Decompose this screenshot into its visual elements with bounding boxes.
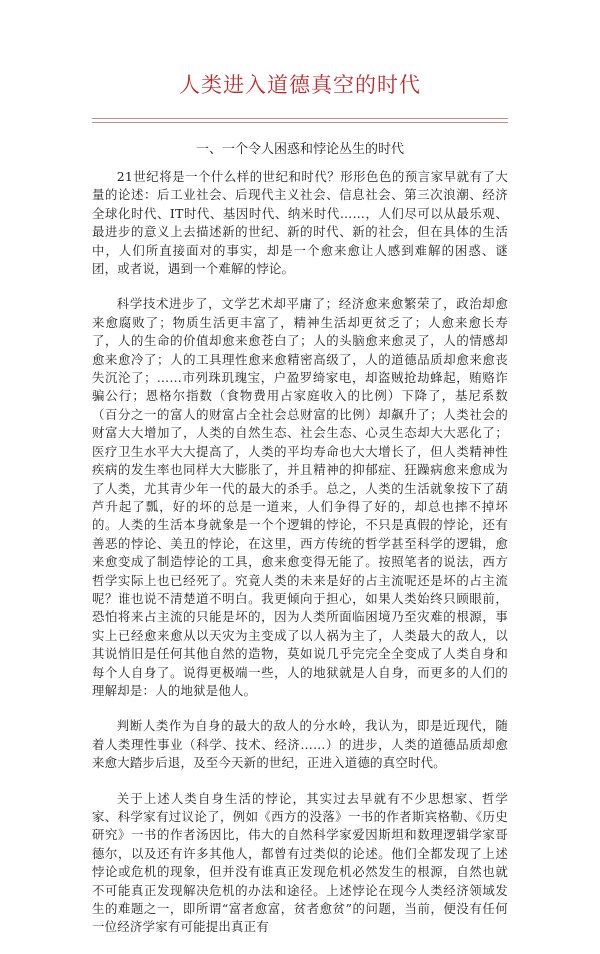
paragraph: 判断人类作为自身的最大的敌人的分水岭，我认为，即是近现代，随着人类理性事业（科学、技术、经济……）的进步，人类的道德品质却愈来愈大踏步后退，及至今天新的世纪，正进入道德的真空时代。 (92, 718, 508, 771)
body-text (92, 168, 508, 954)
section-heading: 一、一个令人困惑和悖论丛生的时代 (195, 142, 404, 157)
document-title: 人类进入道德真空的时代 (179, 73, 421, 97)
paragraph: 科学技术进步了，文学艺术却平庸了；经济愈来愈繁荣了，政治却愈来愈腐败了；物质生活更丰富了，精神生活却更贫乏了；人愈来愈长寿了，人的生命的价值却愈来愈苍白了；人的头脑愈来愈灵了，人的情感却愈来愈冷了；人的工具理性愈来愈精密高级了，人的道德品质却愈来愈丧失沉沦了；……市列珠玑瑰宝，户盈罗绮家电，却盗贼抢劫蜂起，贿赂诈骗公行；恩格尔指数（食物费用占家庭收入的比例）下降了，基尼系数（百分之一的富人的财富占全社会总财富的比例）却飙升了；人类社会的财富大大增加了，人类的自然生态、社会生态、心灵生态却大大恶化了；医疗卫生水平大大提高了，人类的平均寿命也大大增长了，但人类精神性疾病的发生率也同样大大膨胀了，并且精神的抑郁症、狂躁病愈来愈成为了人类，尤其青少年一代的最大的杀手。总之，人类的生活就象按下了葫芦升起了瓢，好的坏的总是一道来，人们争得了好的，却总也摔不掉坏的。人类的生活本身就象是一个个逻辑的悖论，不只是真假的悖论，还有善恶的悖论、美丑的悖论，在这里，西方传统的哲学甚至科学的逻辑，愈来愈变成了制造悖论的工具，愈来愈变得无能了。按照笔者的说法，西方哲学实际上也已经死了。究竟人类的未来是好的占主流呢还是坏的占主流呢？谁也说不清楚道不明白。我更倾向于担心，如果人类始终只顾眼前，恐怕将来占主流的只能是坏的，因为人类所面临困境乃至灾难的根源，事实上已经愈来愈从以天灾为主变成了以人祸为主了，人类最大的敌人，以其说悄旧是任何其他自然的造物，莫如说几乎完完全全变成了人类自身和每个人自身了。说得更极端一些，人的地狱就是人自身，而更多的人们的理解却是：人的地狱是他人。 (92, 296, 508, 698)
title-divider (92, 118, 508, 123)
paragraph: 关于上述人类自身生活的悖论，其实过去早就有不少思想家、哲学家、科学家有过议论了，例如《西方的没落》一书的作者斯宾格勒、《历史研究》一书的作者汤因比，伟大的自然科学家爱因斯坦和数理逻辑学家哥德尔，以及还有许多其他人，都曾有过类似的论述。他们全都发现了上述悖论或危机的现象，但并没有谁真正发现危机必然发生的根源，自然也就不可能真正发现解决危机的办法和途径。上述悖论在现今人类经济领域发生的难题之一，即所谓“富者愈富，贫者愈贫”的问题，当前，便没有任何一位经济学家有可能提出真正有 (92, 790, 508, 935)
paragraph: 21世纪将是一个什么样的世纪和时代？形形色色的预言家早就有了大量的论述：后工业社会、后现代主义社会、信息社会、第三次浪潮、经济全球化时代、IT时代、基因时代、纳米时代……，人们尽可以从最乐观、最进步的意义上去描述新的世纪、新的时代、新的社会，但在具体的生活中，人们所直接面对的事实，却是一个愈来愈让人感到难解的困惑、谜团，或者说，遇到一个难解的悖论。 (92, 169, 508, 277)
